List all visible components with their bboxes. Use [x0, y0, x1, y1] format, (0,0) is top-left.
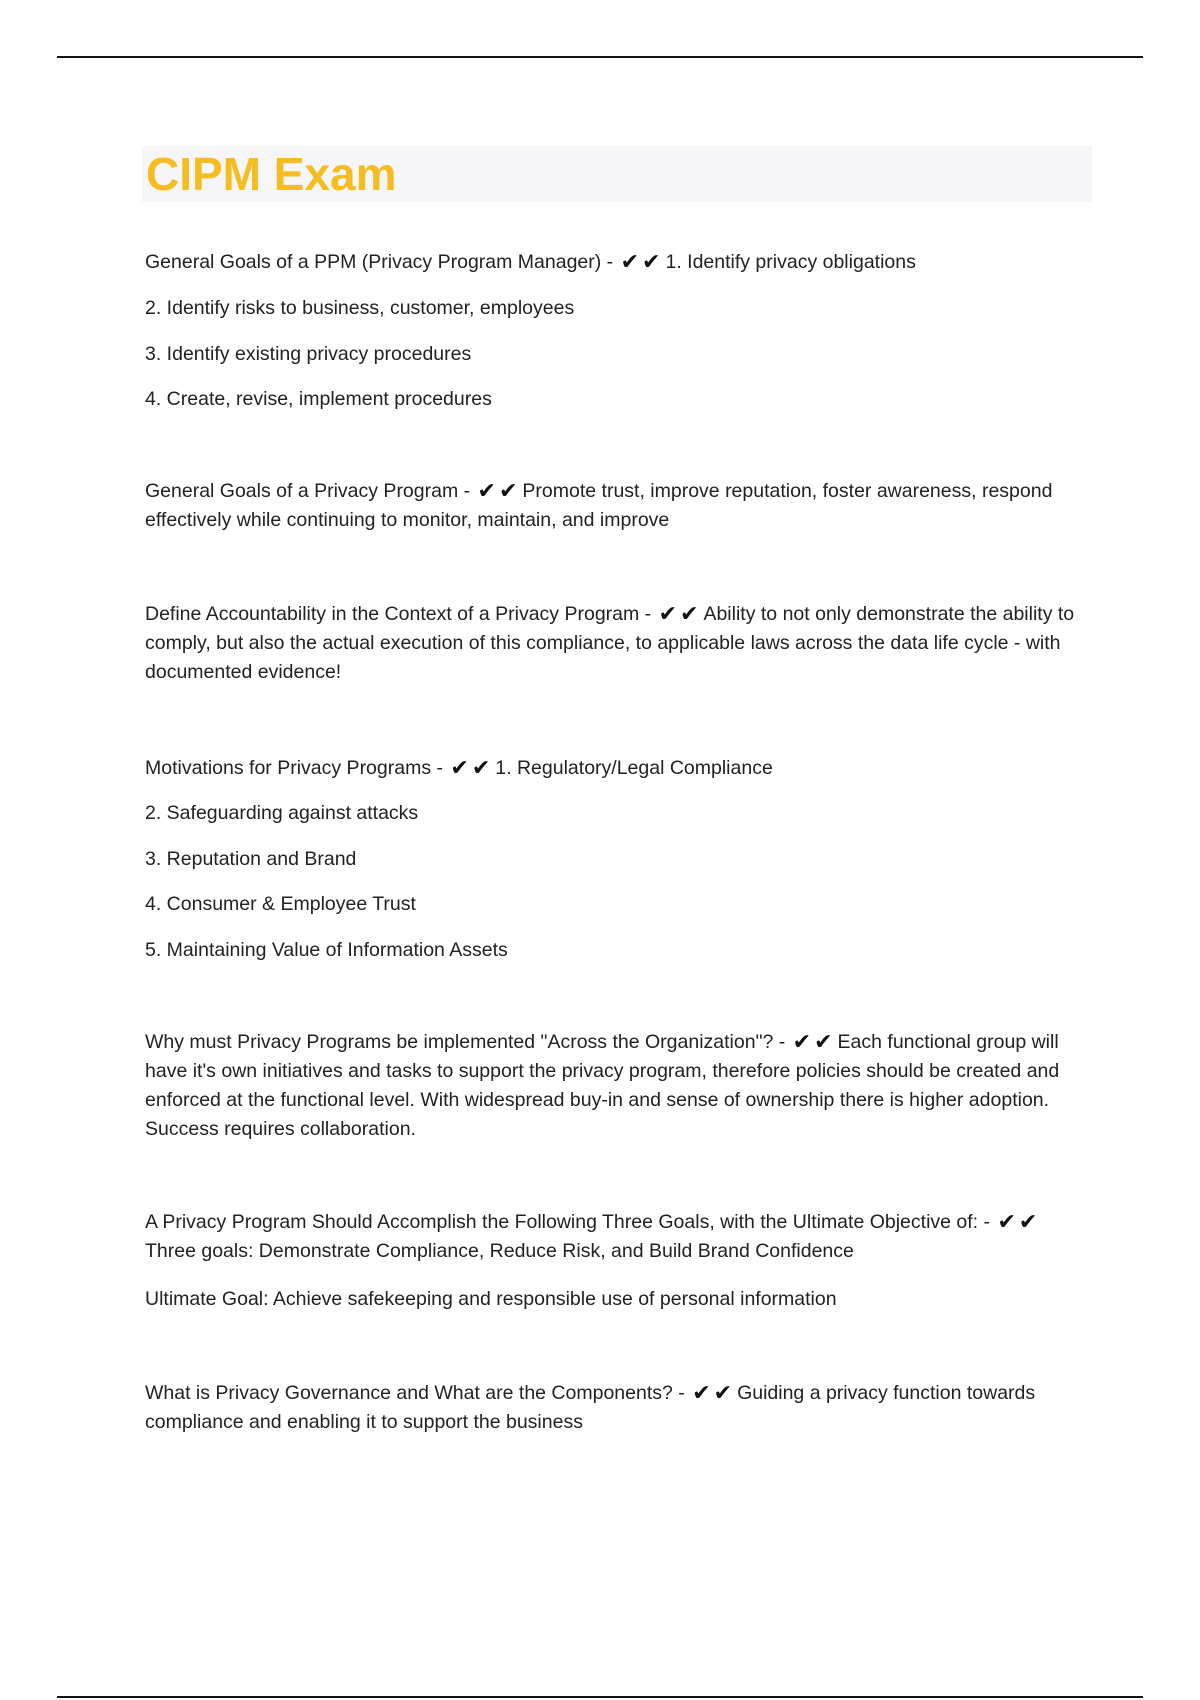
- question-4: Motivations for Privacy Programs -: [145, 757, 443, 779]
- answer-1-line-1: 1. Identify privacy obligations: [665, 251, 916, 273]
- answer-2: Promote trust, improve reputation, foster awareness, respond effectively while continuing to monitor, maintain, and improve: [145, 480, 1053, 531]
- flashcard-5: [145, 1028, 1090, 1144]
- flashcard-6: [145, 1208, 1090, 1266]
- question-1: General Goals of a PPM (Privacy Program Manager) -: [145, 251, 614, 273]
- answer-3: Ability to not only demonstrate the ability to comply, but also the actual execution of this compliance, to applicable laws across the data life cycle - with documented evidence!: [145, 603, 1075, 683]
- question-7: What is Privacy Governance and What are the Components? -: [145, 1382, 685, 1404]
- double-check-icon: ✔✔: [450, 755, 494, 780]
- question-6: A Privacy Program Should Accomplish the Following Three Goals, with the Ultimate Objective of: -: [145, 1211, 991, 1233]
- answer-4-line-2: 2. Safeguarding against attacks: [145, 802, 419, 824]
- double-check-icon: ✔✔: [620, 249, 664, 274]
- answer-1-line-4: 4. Create, revise, implement procedures: [145, 388, 492, 410]
- double-check-icon: ✔✔: [477, 478, 521, 503]
- answer-6-line-2: Ultimate Goal: Achieve safekeeping and responsible use of personal information: [145, 1288, 837, 1310]
- answer-1-line-2: 2. Identify risks to business, customer, employees: [145, 297, 575, 319]
- answer-6-line-1: Three goals: Demonstrate Compliance, Reduce Risk, and Build Brand Confidence: [145, 1240, 854, 1262]
- answer-1-line-3: 3. Identify existing privacy procedures: [145, 343, 472, 365]
- double-check-icon: ✔✔: [658, 601, 702, 626]
- footer-rule: [57, 1696, 1143, 1698]
- double-check-icon: ✔✔: [792, 1029, 836, 1054]
- answer-4-line-1: 1. Regulatory/Legal Compliance: [495, 757, 773, 779]
- answer-5: Each functional group will have it's own initiatives and tasks to support the privacy program, therefore policies should be created and enforced at the functional level. With widespread buy-in and sense of ownership there is higher adoption. Success requires collaboration.: [145, 1031, 1060, 1140]
- double-check-icon: ✔✔: [997, 1209, 1041, 1234]
- question-3: Define Accountability in the Context of a Privacy Program -: [145, 603, 652, 625]
- page-title: CIPM Exam: [146, 148, 397, 200]
- flashcard-1: [145, 248, 916, 277]
- question-5: Why must Privacy Programs be implemented "Across the Organization"? -: [145, 1031, 786, 1053]
- answer-4-line-5: 5. Maintaining Value of Information Assets: [145, 939, 508, 961]
- header-rule: [57, 56, 1143, 58]
- double-check-icon: ✔✔: [692, 1380, 736, 1405]
- flashcard-3: [145, 600, 1090, 687]
- flashcard-2: [145, 477, 1090, 535]
- flashcard-4: [145, 754, 773, 783]
- answer-4-line-3: 3. Reputation and Brand: [145, 848, 357, 870]
- flashcard-7: [145, 1379, 1090, 1437]
- answer-7: Guiding a privacy function towards compliance and enabling it to support the business: [145, 1382, 1036, 1433]
- answer-4-line-4: 4. Consumer & Employee Trust: [145, 893, 416, 915]
- question-2: General Goals of a Privacy Program -: [145, 480, 471, 502]
